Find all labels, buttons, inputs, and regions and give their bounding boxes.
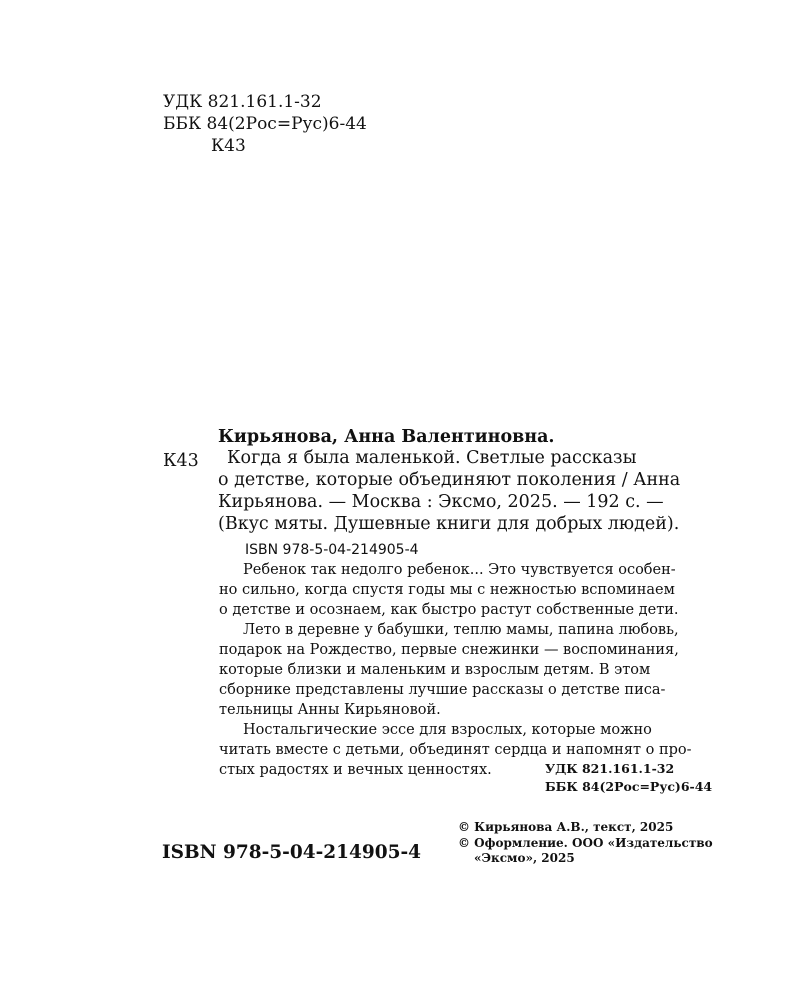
annotation (219, 560, 692, 780)
copyright-line: © Оформление. ООО «Издательство (458, 835, 713, 850)
catalog-isbn: ISBN 978-5-04-214905-4 (245, 542, 419, 558)
annotation-line: подарок на Рождество, первые снежинки — воспоминания, (219, 642, 679, 658)
copyright-line: © Кирьянова А.В., текст, 2025 (458, 820, 674, 834)
annotation-line: Лето в деревне у бабушки, теплю мамы, папина любовь, (243, 622, 679, 638)
annotation-line: стых радостях и вечных ценностях. (219, 762, 492, 778)
copyright-line: «Эксмо», 2025 (474, 851, 575, 865)
annotation-line: Ребенок так недолго ребенок... Это чувствуется особен- (243, 562, 676, 578)
annotation-line: но сильно, когда спустя годы мы с нежностью вспоминаем (219, 582, 675, 598)
description-line: Кирьянова. — Москва : Эксмо, 2025. — 192 с. — (218, 492, 664, 512)
bbk-code: ББК 84(2Рос=Рус)6-44 (163, 114, 367, 134)
annotation-line: читать вместе с детьми, объединят сердца и напомнят о про- (219, 742, 692, 758)
copyright-block (458, 820, 713, 867)
udk-code-small: УДК 821.161.1-32 (545, 761, 675, 776)
top-classification-codes (163, 91, 367, 157)
udk-code: УДК 821.161.1-32 (163, 92, 322, 112)
annotation-line: о детстве и осознаем, как быстро растут собственные дети. (219, 602, 679, 618)
description-line: Когда я была маленькой. Светлые рассказы (227, 448, 637, 468)
description-line: (Вкус мяты. Душевные книги для добрых людей). (218, 514, 680, 534)
author-sign: К43 (211, 136, 246, 156)
bottom-classification-codes (545, 760, 712, 796)
catalog-description (218, 447, 680, 535)
isbn-large: ISBN 978-5-04-214905-4 (162, 842, 422, 863)
bbk-code-small: ББК 84(2Рос=Рус)6-44 (545, 779, 713, 794)
annotation-line: сборнике представлены лучшие рассказы о детстве писа- (219, 682, 666, 698)
catalog-author-sign: К43 (163, 451, 199, 471)
annotation-line: Ностальгические эссе для взрослых, которые можно (243, 722, 652, 738)
annotation-line: которые близки и маленьким и взрослым детям. В этом (219, 662, 651, 678)
catalog-author: Кирьянова, Анна Валентиновна. (218, 427, 555, 447)
annotation-line: тельницы Анны Кирьяновой. (219, 702, 441, 718)
description-line: о детстве, которые объединяют поколения / Анна (218, 470, 681, 490)
